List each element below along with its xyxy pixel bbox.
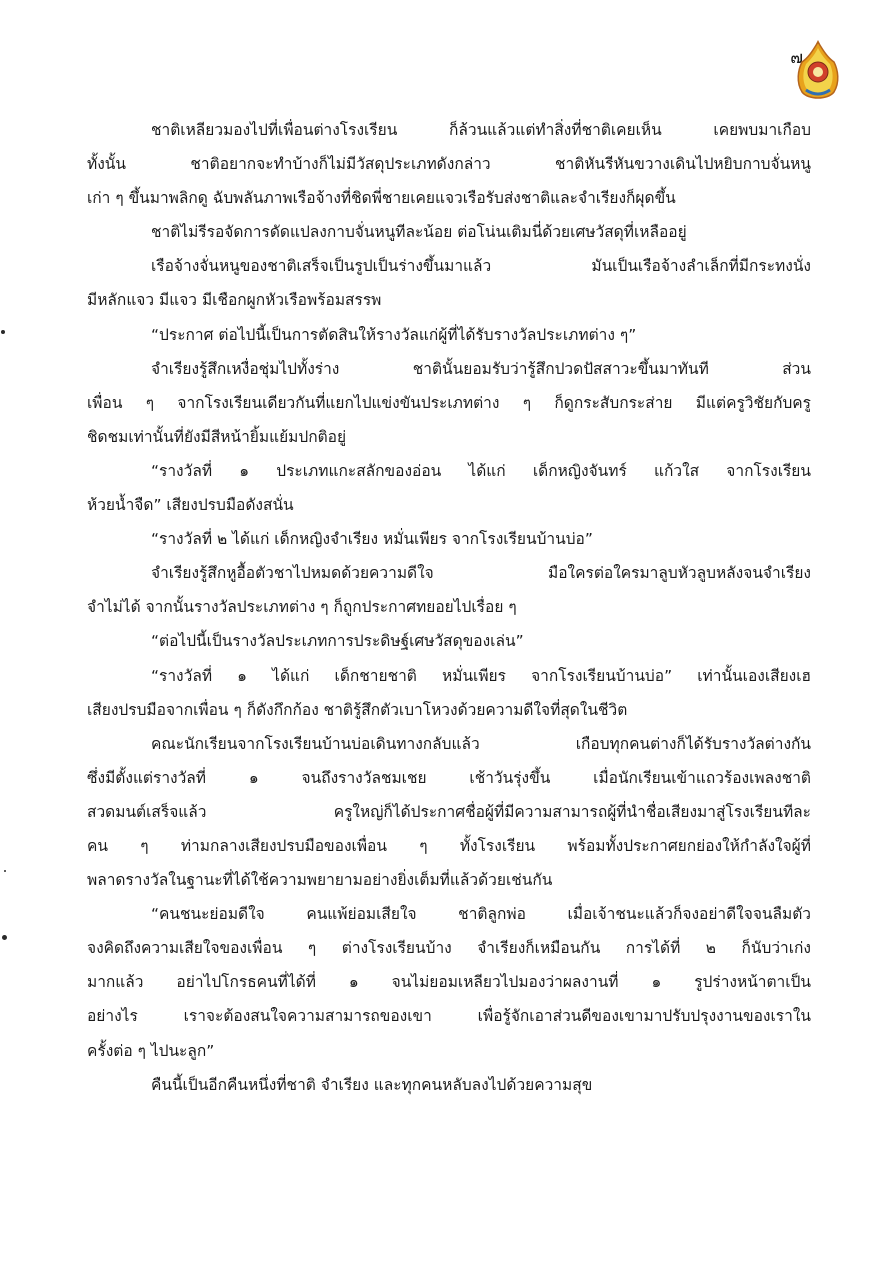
- text-line: จำไม่ได้ จากนั้นรางวัลประเภทต่าง ๆ ก็ถูกประกาศทยอยไปเรื่อย ๆ: [87, 598, 517, 617]
- text-line: “รางวัลที่ ๑ ได้แก่ เด็กชายชาติ หมั่นเพียร จากโรงเรียนบ้านบ่อ” เท่านั้นเองเสียงเฮ: [151, 666, 811, 685]
- text-line: ห้วยน้ำจืด” เสียงปรบมือดังสนั่น: [87, 496, 294, 515]
- scan-speck: [1, 330, 5, 334]
- text-line: ชาติเหลียวมองไปที่เพื่อนต่างโรงเรียน ก็ล้วนแล้วแต่ทำสิ่งที่ชาติเคยเห็น เคยพบมาเกือบ: [151, 121, 811, 139]
- text-line: คืนนี้เป็นอีกคืนหนึ่งที่ชาติ จำเรียง และทุกคนหลับลงไปด้วยความสุข: [151, 1075, 593, 1094]
- text-line: มีหลักแจว มีแจว มีเชือกผูกหัวเรือพร้อมสรรพ: [87, 291, 382, 310]
- page-number: ๗: [790, 48, 804, 68]
- text-line: ทั้งนั้น ชาติอยากจะทำบ้างก็ไม่มีวัสดุประเภทดังกล่าว ชาติหันรีหันขวางเดินไปหยิบกาบจั่นหนู: [87, 155, 811, 174]
- text-line: “รางวัลที่ ๑ ประเภทแกะสลักของอ่อน ได้แก่ เด็กหญิงจันทร์ แก้วใส จากโรงเรียน: [151, 461, 811, 480]
- scan-speck: [4, 870, 6, 872]
- scan-speck: [2, 935, 7, 940]
- text-line: จงคิดถึงความเสียใจของเพื่อน ๆ ต่างโรงเรียนบ้าง จำเรียงก็เหมือนกัน การได้ที่ ๒ ก็นับว่าเก่ง: [87, 939, 811, 958]
- text-line: “คนชนะย่อมดีใจ คนแพ้ย่อมเสียใจ ชาติลูกพ่อ เมื่อเจ้าชนะแล้วก็จงอย่าดีใจจนลืมตัว: [151, 905, 811, 924]
- text-line: คน ๆ ท่ามกลางเสียงปรบมือของเพื่อน ๆ ทั้งโรงเรียน พร้อมทั้งประกาศยกย่องให้กำลังใจผู้ที่: [87, 836, 811, 855]
- text-line: “รางวัลที่ ๒ ได้แก่ เด็กหญิงจำเรียง หมั่นเพียร จากโรงเรียนบ้านบ่อ”: [151, 530, 593, 549]
- text-line: คณะนักเรียนจากโรงเรียนบ้านบ่อเดินทางกลับแล้ว เกือบทุกคนต่างก็ได้รับรางวัลต่างกัน: [151, 734, 811, 753]
- text-line: อย่างไร เราจะต้องสนใจความสามารถของเขา เพื่อรู้จักเอาส่วนดีของเขามาปรับปรุงงานของเราใน: [87, 1007, 811, 1026]
- text-line: ครั้งต่อ ๆ ไปนะลูก”: [87, 1041, 215, 1060]
- text-line: ชิดชมเท่านั้นที่ยังมีสีหน้ายิ้มแย้มปกติอยู่: [87, 427, 347, 446]
- text-line: เรือจ้างจั่นหนูของชาติเสร็จเป็นรูปเป็นร่างขึ้นมาแล้ว มันเป็นเรือจ้างลำเล็กที่มีกระทงนั่ง: [151, 257, 811, 276]
- text-line: เก่า ๆ ขึ้นมาพลิกดู ฉับพลันภาพเรือจ้างที่ชิดพี่ชายเคยแจวเรือรับส่งชาติและจำเรียงก็ผุดขึ้น: [87, 189, 676, 208]
- body-text: [87, 113, 811, 1102]
- text-line: พลาดรางวัลในฐานะที่ได้ใช้ความพยายามอย่างยิ่งเต็มที่แล้วด้วยเช่นกัน: [87, 871, 553, 890]
- text-line: จำเรียงรู้สึกหูอื้อตัวชาไปหมดด้วยความดีใจ มือใครต่อใครมาลูบหัวลูบหลังจนจำเรียง: [151, 564, 811, 583]
- text-line: “ประกาศ ต่อไปนี้เป็นการตัดสินให้รางวัลแก่ผู้ที่ได้รับรางวัลประเภทต่าง ๆ”: [151, 325, 637, 344]
- text-line: จำเรียงรู้สึกเหงื่อชุ่มไปทั้งร่าง ชาตินั้นยอมรับว่ารู้สึกปวดปัสสาวะขึ้นมาทันที ส่วน: [151, 359, 811, 378]
- text-line: “ต่อไปนี้เป็นรางวัลประเภทการประดิษฐ์เศษวัสดุของเล่น”: [151, 632, 524, 651]
- text-line: สวดมนต์เสร็จแล้ว ครูใหญ่ก็ได้ประกาศชื่อผู้ที่มีความสามารถผู้ที่นำชื่อเสียงมาสู่โรงเรียนทีละ: [87, 802, 811, 821]
- text-line: เพื่อน ๆ จากโรงเรียนเดียวกันที่แยกไปแข่งขันประเภทต่าง ๆ ก็ดูกระสับกระส่าย มีแต่ครูวิชัยกับครู: [87, 393, 811, 412]
- text-line: มากแล้ว อย่าไปโกรธคนที่ได้ที่ ๑ จนไม่ยอมเหลียวไปมองว่าผลงานที่ ๑ รูปร่างหน้าตาเป็น: [87, 973, 811, 992]
- text-line: ชาติไม่รีรอจัดการดัดแปลงกาบจั่นหนูทีละน้อย ต่อโน่นเติมนี่ด้วยเศษวัสดุที่เหลืออยู่: [151, 223, 687, 242]
- school-emblem-icon: [794, 40, 842, 102]
- text-line: ซึ่งมีตั้งแต่รางวัลที่ ๑ จนถึงรางวัลชมเชย เช้าวันรุ่งขึ้น เมื่อนักเรียนเข้าแถวร้องเพลงชาติ: [87, 768, 811, 787]
- text-line: เสียงปรบมือจากเพื่อน ๆ ก็ดังกึกก้อง ชาติรู้สึกตัวเบาโหวงด้วยความดีใจที่สุดในชีวิต: [87, 700, 628, 719]
